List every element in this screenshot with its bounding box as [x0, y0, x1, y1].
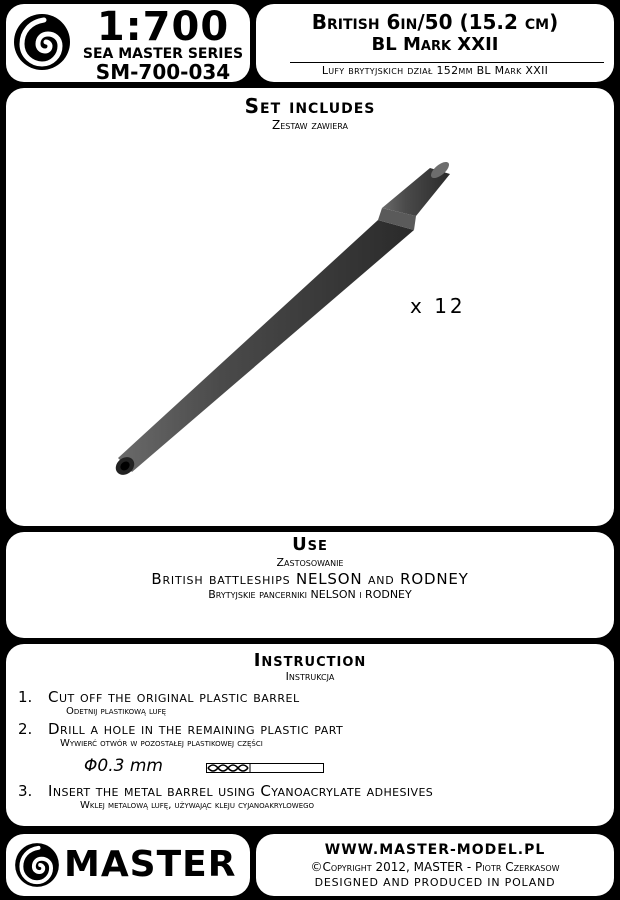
- step-number: 3.: [18, 782, 33, 800]
- footer-info-panel: [256, 834, 614, 896]
- use-heading-pl: Zastosowanie: [276, 556, 344, 569]
- instruction-heading-pl: Instrukcja: [285, 670, 335, 683]
- header-title-panel: [256, 4, 614, 82]
- set-includes-heading: Set includes: [244, 94, 376, 118]
- product-title-line2: BL Mark XXII: [371, 34, 499, 55]
- drill-bit-icon: [206, 760, 326, 776]
- step-text: Insert the metal barrel using Cyanoacrylate adhesives: [48, 782, 434, 800]
- use-heading: Use: [292, 534, 328, 555]
- master-logo-icon: [10, 10, 74, 74]
- step-number: 2.: [18, 720, 33, 738]
- footer-brand-panel: [6, 834, 250, 896]
- drill-size-label: Φ0.3 mm: [84, 756, 163, 776]
- step-text-pl: Odetnij plastikową lufę: [66, 706, 167, 717]
- step-text: Cut off the original plastic barrel: [48, 688, 300, 706]
- set-includes-heading-pl: Zestaw zawiera: [272, 118, 348, 132]
- step-text-pl: Wywierć otwór w pozostałej plastikowej części: [60, 738, 263, 749]
- series-label: SEA MASTER SERIES: [82, 46, 244, 62]
- step-text: Drill a hole in the remaining plastic part: [48, 720, 344, 738]
- title-divider: [290, 62, 604, 63]
- website-link[interactable]: WWW.MASTER-MODEL.PL: [324, 842, 546, 858]
- scale-label: 1:700: [96, 4, 230, 50]
- instruction-heading: Instruction: [253, 650, 367, 671]
- use-text: British battleships NELSON and RODNEY: [151, 570, 469, 588]
- product-code: SM-700-034: [95, 60, 231, 84]
- gun-barrel-illustration: [6, 88, 614, 526]
- product-title-pl: Lufy brytyjskich dział 152mm BL Mark XXII: [321, 64, 549, 77]
- use-text-pl: Brytyjskie pancerniki NELSON i RODNEY: [208, 588, 412, 601]
- instruction-panel: [6, 644, 614, 826]
- product-title-line1: British 6in/50 (15.2 cm): [311, 10, 559, 34]
- master-logo-icon: [12, 840, 62, 890]
- step-number: 1.: [18, 688, 33, 706]
- step-text-pl: Wklej metalową lufę, używając kleju cyjanoakrylowego: [80, 800, 315, 811]
- made-in-text: DESIGNED AND PRODUCED IN POLAND: [314, 876, 556, 889]
- set-includes-panel: [6, 88, 614, 526]
- use-panel: [6, 532, 614, 638]
- copyright-text: ©Copyright 2012, MASTER - Piotr Czerkasow: [310, 860, 560, 874]
- header-left-panel: [6, 4, 250, 82]
- quantity-label: x 12: [410, 294, 466, 318]
- brand-name: MASTER: [64, 844, 237, 885]
